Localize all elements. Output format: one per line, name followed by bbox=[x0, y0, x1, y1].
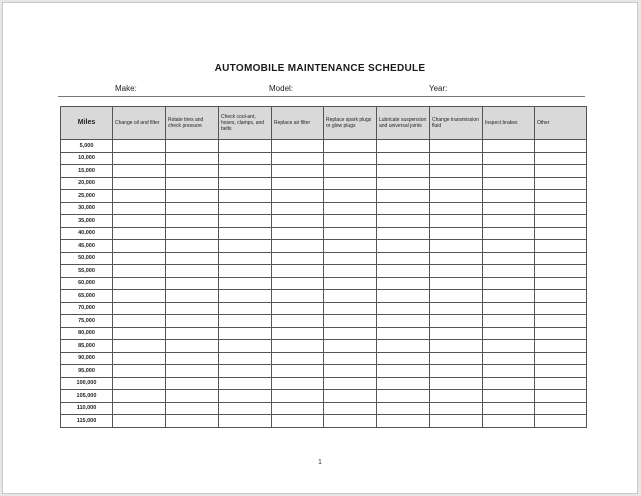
table-cell[interactable] bbox=[483, 327, 535, 340]
table-cell[interactable] bbox=[166, 165, 219, 178]
table-cell[interactable] bbox=[272, 152, 324, 165]
table-cell[interactable] bbox=[483, 290, 535, 303]
table-row bbox=[61, 152, 587, 165]
table-cell[interactable] bbox=[377, 165, 430, 178]
table-cell[interactable] bbox=[272, 202, 324, 215]
table-cell[interactable] bbox=[166, 290, 219, 303]
table-cell[interactable] bbox=[113, 390, 166, 403]
column-header: Other bbox=[535, 107, 587, 140]
table-cell[interactable] bbox=[166, 352, 219, 365]
table-cell[interactable] bbox=[535, 215, 587, 228]
table-cell[interactable] bbox=[535, 390, 587, 403]
table-cell[interactable] bbox=[430, 202, 483, 215]
column-header-miles: Miles bbox=[61, 107, 113, 140]
table-cell[interactable] bbox=[272, 165, 324, 178]
table-cell[interactable] bbox=[166, 177, 219, 190]
table-cell[interactable] bbox=[430, 152, 483, 165]
table-cell[interactable] bbox=[219, 402, 272, 415]
table-cell[interactable] bbox=[377, 227, 430, 240]
table-cell[interactable] bbox=[377, 265, 430, 278]
table-cell[interactable] bbox=[272, 340, 324, 353]
table-cell[interactable] bbox=[272, 327, 324, 340]
table-cell[interactable] bbox=[535, 265, 587, 278]
table-cell[interactable] bbox=[219, 190, 272, 203]
table-cell[interactable] bbox=[535, 327, 587, 340]
table-cell[interactable] bbox=[272, 402, 324, 415]
table-cell[interactable] bbox=[535, 365, 587, 378]
table-cell[interactable] bbox=[219, 265, 272, 278]
table-cell[interactable] bbox=[430, 365, 483, 378]
table-cell[interactable] bbox=[535, 315, 587, 328]
table-cell[interactable] bbox=[219, 152, 272, 165]
table-cell[interactable] bbox=[324, 365, 377, 378]
table-cell[interactable] bbox=[430, 252, 483, 265]
table-cell[interactable] bbox=[377, 352, 430, 365]
table-cell[interactable] bbox=[483, 227, 535, 240]
table-cell[interactable] bbox=[219, 227, 272, 240]
table-row bbox=[61, 140, 587, 153]
table-cell[interactable] bbox=[377, 302, 430, 315]
table-cell[interactable] bbox=[272, 390, 324, 403]
table-cell[interactable] bbox=[324, 202, 377, 215]
column-header: Replace air filter bbox=[272, 107, 324, 140]
mileage-cell: 5,000 bbox=[61, 140, 113, 153]
page-number: 1 bbox=[318, 459, 322, 466]
table-cell[interactable] bbox=[535, 140, 587, 153]
table-cell[interactable] bbox=[166, 202, 219, 215]
table-cell[interactable] bbox=[377, 202, 430, 215]
table-cell[interactable] bbox=[166, 415, 219, 428]
table-cell[interactable] bbox=[483, 140, 535, 153]
mileage-cell: 70,000 bbox=[61, 302, 113, 315]
table-cell[interactable] bbox=[166, 252, 219, 265]
table-cell[interactable] bbox=[166, 402, 219, 415]
column-header: Change transmission fluid bbox=[430, 107, 483, 140]
table-cell[interactable] bbox=[535, 340, 587, 353]
table-cell[interactable] bbox=[166, 190, 219, 203]
table-cell[interactable] bbox=[377, 140, 430, 153]
table-cell[interactable] bbox=[272, 377, 324, 390]
table-cell[interactable] bbox=[272, 227, 324, 240]
table-cell[interactable] bbox=[113, 340, 166, 353]
table-cell[interactable] bbox=[483, 390, 535, 403]
mileage-cell: 25,000 bbox=[61, 190, 113, 203]
table-cell[interactable] bbox=[324, 252, 377, 265]
column-header: Change oil and filter bbox=[113, 107, 166, 140]
table-cell[interactable] bbox=[377, 252, 430, 265]
table-row bbox=[61, 390, 587, 403]
table-row bbox=[61, 327, 587, 340]
table-cell[interactable] bbox=[272, 415, 324, 428]
model-label: Model: bbox=[269, 84, 294, 93]
table-cell[interactable] bbox=[483, 202, 535, 215]
table-cell[interactable] bbox=[219, 327, 272, 340]
table-cell[interactable] bbox=[535, 240, 587, 253]
table-row bbox=[61, 190, 587, 203]
mileage-cell: 35,000 bbox=[61, 215, 113, 228]
table-cell[interactable] bbox=[430, 352, 483, 365]
column-header: Check cool-ant, hoses, clamps, and belts bbox=[219, 107, 272, 140]
table-cell[interactable] bbox=[324, 390, 377, 403]
table-row bbox=[61, 202, 587, 215]
mileage-cell: 110,000 bbox=[61, 402, 113, 415]
table-cell[interactable] bbox=[483, 240, 535, 253]
table-cell[interactable] bbox=[483, 190, 535, 203]
table-cell[interactable] bbox=[166, 140, 219, 153]
table-row bbox=[61, 240, 587, 253]
table-cell[interactable] bbox=[272, 352, 324, 365]
maintenance-table bbox=[60, 106, 587, 428]
table-cell[interactable] bbox=[113, 165, 166, 178]
table-cell[interactable] bbox=[377, 190, 430, 203]
table-cell[interactable] bbox=[272, 302, 324, 315]
table-cell[interactable] bbox=[483, 302, 535, 315]
table-cell[interactable] bbox=[113, 177, 166, 190]
table-cell[interactable] bbox=[113, 227, 166, 240]
table-cell[interactable] bbox=[430, 340, 483, 353]
table-cell[interactable] bbox=[483, 415, 535, 428]
document-page bbox=[2, 2, 638, 494]
table-cell[interactable] bbox=[535, 402, 587, 415]
table-row bbox=[61, 252, 587, 265]
table-row bbox=[61, 352, 587, 365]
table-cell[interactable] bbox=[430, 415, 483, 428]
table-cell[interactable] bbox=[535, 177, 587, 190]
table-cell[interactable] bbox=[113, 140, 166, 153]
table-cell[interactable] bbox=[535, 302, 587, 315]
column-header: Inspect brakes bbox=[483, 107, 535, 140]
table-cell[interactable] bbox=[219, 165, 272, 178]
table-cell[interactable] bbox=[430, 227, 483, 240]
table-cell[interactable] bbox=[113, 277, 166, 290]
table-cell[interactable] bbox=[324, 265, 377, 278]
table-row bbox=[61, 415, 587, 428]
table-cell[interactable] bbox=[324, 152, 377, 165]
table-cell[interactable] bbox=[324, 277, 377, 290]
mileage-cell: 55,000 bbox=[61, 265, 113, 278]
table-cell[interactable] bbox=[219, 177, 272, 190]
table-cell[interactable] bbox=[430, 277, 483, 290]
table-cell[interactable] bbox=[483, 215, 535, 228]
table-cell[interactable] bbox=[324, 215, 377, 228]
table-row bbox=[61, 177, 587, 190]
table-cell[interactable] bbox=[219, 352, 272, 365]
mileage-cell: 20,000 bbox=[61, 177, 113, 190]
mileage-cell: 45,000 bbox=[61, 240, 113, 253]
table-cell[interactable] bbox=[219, 415, 272, 428]
table-cell[interactable] bbox=[324, 415, 377, 428]
table-cell[interactable] bbox=[324, 402, 377, 415]
table-cell[interactable] bbox=[535, 377, 587, 390]
table-cell[interactable] bbox=[166, 240, 219, 253]
table-cell[interactable] bbox=[324, 290, 377, 303]
mileage-cell: 100,000 bbox=[61, 377, 113, 390]
table-cell[interactable] bbox=[324, 165, 377, 178]
table-cell[interactable] bbox=[483, 315, 535, 328]
table-row bbox=[61, 340, 587, 353]
column-header: Rotate tires and check pressure bbox=[166, 107, 219, 140]
table-cell[interactable] bbox=[166, 302, 219, 315]
table-cell[interactable] bbox=[272, 265, 324, 278]
table-cell[interactable] bbox=[324, 177, 377, 190]
column-header: Replace spark plugs or glow plugs bbox=[324, 107, 377, 140]
table-cell[interactable] bbox=[377, 240, 430, 253]
table-cell[interactable] bbox=[483, 365, 535, 378]
table-cell[interactable] bbox=[377, 290, 430, 303]
table-cell[interactable] bbox=[324, 340, 377, 353]
table-cell[interactable] bbox=[377, 390, 430, 403]
table-cell[interactable] bbox=[113, 415, 166, 428]
table-cell[interactable] bbox=[377, 215, 430, 228]
table-cell[interactable] bbox=[166, 365, 219, 378]
table-cell[interactable] bbox=[324, 240, 377, 253]
table-cell[interactable] bbox=[324, 140, 377, 153]
table-cell[interactable] bbox=[430, 377, 483, 390]
table-cell[interactable] bbox=[430, 327, 483, 340]
table-cell[interactable] bbox=[113, 152, 166, 165]
table-cell[interactable] bbox=[113, 402, 166, 415]
table-row bbox=[61, 277, 587, 290]
table-cell[interactable] bbox=[219, 140, 272, 153]
table-cell[interactable] bbox=[113, 290, 166, 303]
table-cell[interactable] bbox=[166, 315, 219, 328]
mileage-cell: 115,000 bbox=[61, 415, 113, 428]
table-cell[interactable] bbox=[535, 415, 587, 428]
table-cell[interactable] bbox=[483, 265, 535, 278]
table-cell[interactable] bbox=[113, 365, 166, 378]
mileage-cell: 65,000 bbox=[61, 290, 113, 303]
table-row bbox=[61, 302, 587, 315]
table-cell[interactable] bbox=[535, 165, 587, 178]
table-row bbox=[61, 315, 587, 328]
table-cell[interactable] bbox=[430, 402, 483, 415]
mileage-cell: 75,000 bbox=[61, 315, 113, 328]
table-cell[interactable] bbox=[272, 252, 324, 265]
table-cell[interactable] bbox=[166, 327, 219, 340]
table-cell[interactable] bbox=[430, 190, 483, 203]
table-cell[interactable] bbox=[219, 340, 272, 353]
table-cell[interactable] bbox=[430, 215, 483, 228]
table-cell[interactable] bbox=[219, 377, 272, 390]
table-cell[interactable] bbox=[113, 315, 166, 328]
table-cell[interactable] bbox=[377, 277, 430, 290]
mileage-cell: 105,000 bbox=[61, 390, 113, 403]
table-cell[interactable] bbox=[483, 252, 535, 265]
table-cell[interactable] bbox=[272, 215, 324, 228]
table-cell[interactable] bbox=[324, 377, 377, 390]
table-header-row bbox=[61, 107, 587, 140]
table-cell[interactable] bbox=[377, 415, 430, 428]
table-cell[interactable] bbox=[483, 352, 535, 365]
table-cell[interactable] bbox=[272, 140, 324, 153]
table-cell[interactable] bbox=[377, 377, 430, 390]
table-row bbox=[61, 215, 587, 228]
mileage-cell: 30,000 bbox=[61, 202, 113, 215]
table-cell[interactable] bbox=[166, 340, 219, 353]
table-cell[interactable] bbox=[166, 390, 219, 403]
table-cell[interactable] bbox=[324, 190, 377, 203]
table-cell[interactable] bbox=[535, 152, 587, 165]
table-row bbox=[61, 402, 587, 415]
table-cell[interactable] bbox=[430, 302, 483, 315]
table-cell[interactable] bbox=[272, 365, 324, 378]
table-cell[interactable] bbox=[377, 402, 430, 415]
table-cell[interactable] bbox=[377, 365, 430, 378]
table-cell[interactable] bbox=[113, 215, 166, 228]
mileage-cell: 60,000 bbox=[61, 277, 113, 290]
table-cell[interactable] bbox=[377, 327, 430, 340]
table-cell[interactable] bbox=[430, 315, 483, 328]
mileage-cell: 40,000 bbox=[61, 227, 113, 240]
table-cell[interactable] bbox=[430, 265, 483, 278]
table-cell[interactable] bbox=[377, 315, 430, 328]
table-cell[interactable] bbox=[535, 277, 587, 290]
table-cell[interactable] bbox=[324, 327, 377, 340]
table-cell[interactable] bbox=[272, 177, 324, 190]
mileage-cell: 80,000 bbox=[61, 327, 113, 340]
table-cell[interactable] bbox=[113, 327, 166, 340]
table-cell[interactable] bbox=[219, 252, 272, 265]
table-cell[interactable] bbox=[219, 365, 272, 378]
table-cell[interactable] bbox=[535, 227, 587, 240]
table-cell[interactable] bbox=[535, 352, 587, 365]
year-label: Year: bbox=[429, 84, 448, 93]
page-title: AUTOMOBILE MAINTENANCE SCHEDULE bbox=[214, 63, 426, 74]
table-cell[interactable] bbox=[483, 340, 535, 353]
table-cell[interactable] bbox=[483, 377, 535, 390]
table-cell[interactable] bbox=[113, 352, 166, 365]
table-cell[interactable] bbox=[219, 202, 272, 215]
mileage-cell: 50,000 bbox=[61, 252, 113, 265]
table-row bbox=[61, 227, 587, 240]
table-body bbox=[61, 140, 587, 428]
table-cell[interactable] bbox=[377, 340, 430, 353]
table-row bbox=[61, 365, 587, 378]
table-cell[interactable] bbox=[483, 165, 535, 178]
table-cell[interactable] bbox=[535, 190, 587, 203]
table-cell[interactable] bbox=[272, 240, 324, 253]
table-cell[interactable] bbox=[113, 190, 166, 203]
table-cell[interactable] bbox=[430, 177, 483, 190]
table-cell[interactable] bbox=[483, 277, 535, 290]
mileage-cell: 15,000 bbox=[61, 165, 113, 178]
mileage-cell: 95,000 bbox=[61, 365, 113, 378]
table-cell[interactable] bbox=[483, 152, 535, 165]
table-cell[interactable] bbox=[113, 252, 166, 265]
table-cell[interactable] bbox=[324, 302, 377, 315]
table-cell[interactable] bbox=[166, 152, 219, 165]
vehicle-fields-line bbox=[58, 83, 585, 97]
table-cell[interactable] bbox=[219, 390, 272, 403]
table-cell[interactable] bbox=[430, 140, 483, 153]
table-row bbox=[61, 165, 587, 178]
table-cell[interactable] bbox=[535, 252, 587, 265]
table-cell[interactable] bbox=[430, 165, 483, 178]
table-row bbox=[61, 290, 587, 303]
table-cell[interactable] bbox=[219, 277, 272, 290]
table-cell[interactable] bbox=[219, 290, 272, 303]
table-cell[interactable] bbox=[483, 402, 535, 415]
table-cell[interactable] bbox=[166, 227, 219, 240]
table-cell[interactable] bbox=[377, 152, 430, 165]
table-cell[interactable] bbox=[430, 240, 483, 253]
table-cell[interactable] bbox=[219, 315, 272, 328]
table-cell[interactable] bbox=[377, 177, 430, 190]
table-cell[interactable] bbox=[113, 302, 166, 315]
table-cell[interactable] bbox=[324, 352, 377, 365]
table-cell[interactable] bbox=[324, 227, 377, 240]
table-cell[interactable] bbox=[272, 315, 324, 328]
table-cell[interactable] bbox=[113, 265, 166, 278]
mileage-cell: 85,000 bbox=[61, 340, 113, 353]
table-cell[interactable] bbox=[166, 377, 219, 390]
table-cell[interactable] bbox=[113, 202, 166, 215]
table-cell[interactable] bbox=[535, 290, 587, 303]
table-cell[interactable] bbox=[272, 190, 324, 203]
table-cell[interactable] bbox=[113, 240, 166, 253]
mileage-cell: 90,000 bbox=[61, 352, 113, 365]
table-row bbox=[61, 377, 587, 390]
table-cell[interactable] bbox=[166, 265, 219, 278]
table-cell[interactable] bbox=[272, 290, 324, 303]
table-cell[interactable] bbox=[430, 390, 483, 403]
table-cell[interactable] bbox=[272, 277, 324, 290]
mileage-cell: 10,000 bbox=[61, 152, 113, 165]
table-cell[interactable] bbox=[219, 215, 272, 228]
column-header: Lubricate suspension and universal joints bbox=[377, 107, 430, 140]
make-label: Make: bbox=[115, 84, 137, 93]
table-cell[interactable] bbox=[219, 302, 272, 315]
table-cell[interactable] bbox=[219, 240, 272, 253]
table-cell[interactable] bbox=[166, 215, 219, 228]
table-cell[interactable] bbox=[430, 290, 483, 303]
table-cell[interactable] bbox=[483, 177, 535, 190]
table-row bbox=[61, 265, 587, 278]
table-cell[interactable] bbox=[535, 202, 587, 215]
table-cell[interactable] bbox=[324, 315, 377, 328]
table-cell[interactable] bbox=[166, 277, 219, 290]
table-cell[interactable] bbox=[113, 377, 166, 390]
